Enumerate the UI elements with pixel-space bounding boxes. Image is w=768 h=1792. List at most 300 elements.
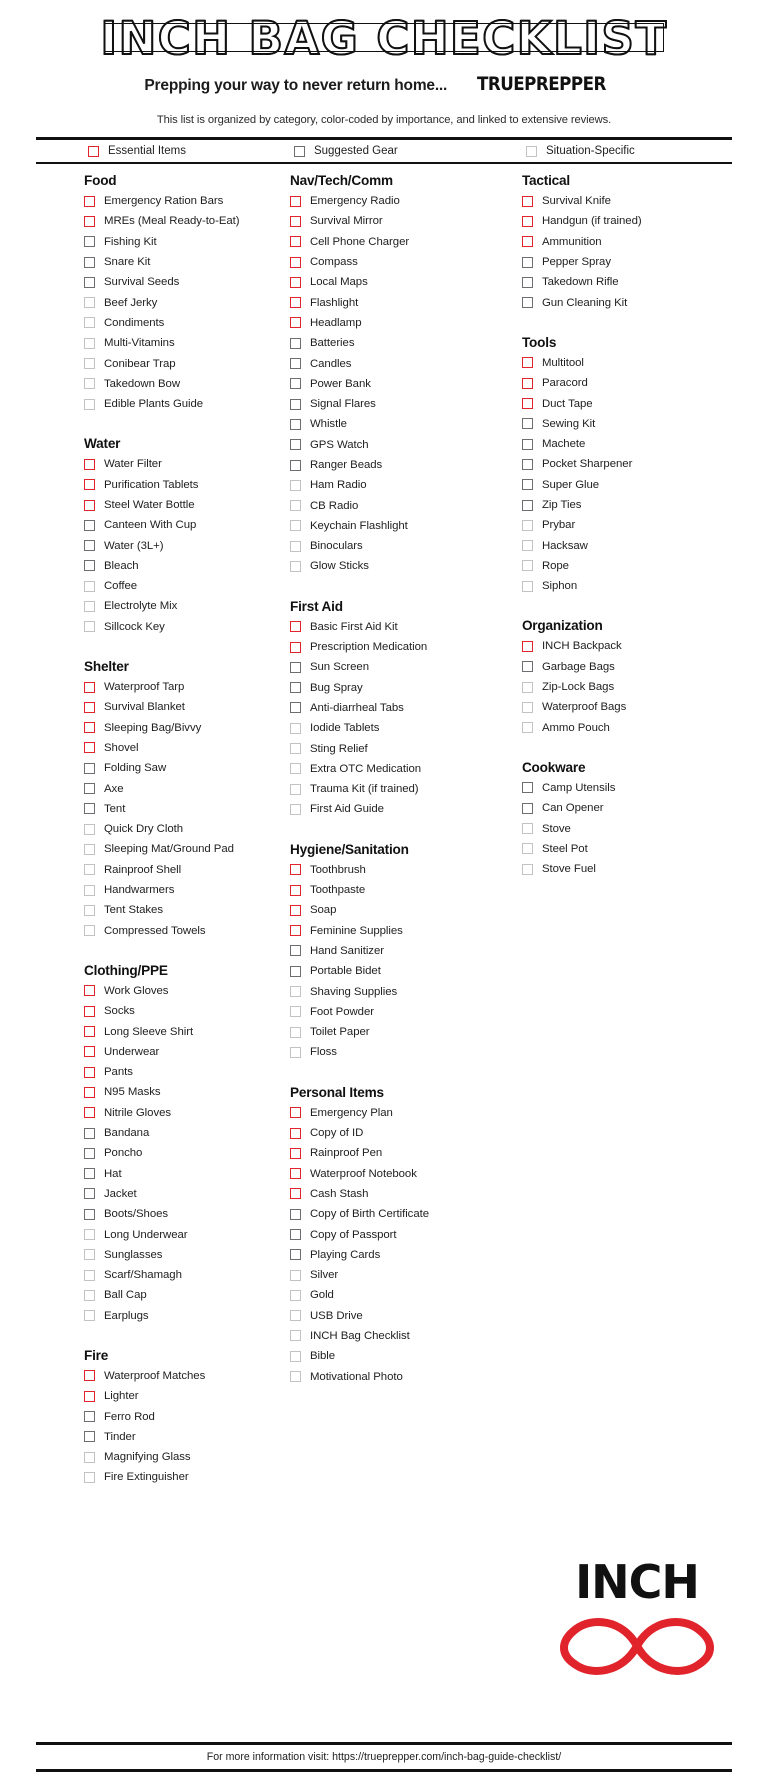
checklist-item[interactable] (84, 1427, 268, 1447)
checklist-item[interactable] (84, 799, 268, 819)
checkbox-icon[interactable] (84, 621, 95, 632)
checklist-item[interactable] (522, 535, 732, 555)
checkbox-icon[interactable] (84, 1270, 95, 1281)
category-title: Hygiene/Sanitation (289, 841, 409, 857)
checkbox-icon[interactable] (84, 1411, 95, 1422)
checklist-item[interactable] (84, 576, 268, 596)
checklist-item[interactable] (290, 252, 500, 272)
checklist-item[interactable] (290, 191, 500, 211)
checkbox-icon[interactable] (84, 1452, 95, 1463)
checklist-item[interactable] (522, 657, 732, 677)
checklist-item[interactable] (84, 556, 268, 576)
checkbox-icon[interactable] (290, 885, 301, 896)
checkbox-icon[interactable] (84, 702, 95, 713)
checkbox-icon[interactable] (84, 783, 95, 794)
checkbox-icon[interactable] (84, 925, 95, 936)
checklist-item[interactable] (290, 1285, 500, 1305)
checklist-item-label: Foot Powder (309, 1005, 374, 1018)
checkbox-icon[interactable] (84, 1107, 95, 1118)
checklist-item[interactable] (290, 860, 500, 880)
checkbox-icon[interactable] (290, 1168, 301, 1179)
checklist-item[interactable] (290, 1163, 500, 1183)
checkbox-icon[interactable] (290, 541, 301, 552)
checklist-item[interactable] (84, 819, 268, 839)
checklist-item[interactable] (84, 1366, 268, 1386)
checkbox-icon[interactable] (526, 146, 537, 157)
checklist-item[interactable] (290, 374, 500, 394)
checkbox-icon[interactable] (522, 216, 533, 227)
checklist-item[interactable] (522, 818, 732, 838)
checklist-item-label: Lighter (104, 1390, 139, 1403)
checklist-item[interactable] (84, 677, 268, 697)
checklist-item[interactable] (290, 921, 500, 941)
checkbox-icon[interactable] (84, 1006, 95, 1017)
checkbox-icon[interactable] (290, 662, 301, 673)
checklist-item[interactable] (84, 900, 268, 920)
checklist-item[interactable] (522, 859, 732, 879)
checkbox-icon[interactable] (84, 885, 95, 896)
checkbox-icon[interactable] (84, 1310, 95, 1321)
checklist-item[interactable] (290, 435, 500, 455)
checklist-item[interactable] (290, 313, 500, 333)
checklist-item[interactable] (522, 353, 732, 373)
checkbox-icon[interactable] (290, 1148, 301, 1159)
checklist-item[interactable] (290, 1042, 500, 1062)
checklist-item[interactable] (84, 1143, 268, 1163)
checkbox-icon[interactable] (84, 459, 95, 470)
checkbox-icon[interactable] (290, 317, 301, 328)
checkbox-icon[interactable] (84, 742, 95, 753)
checklist-item[interactable] (290, 900, 500, 920)
checklist-item[interactable] (290, 1184, 500, 1204)
checklist-item[interactable] (84, 1001, 268, 1021)
checkbox-icon[interactable] (290, 196, 301, 207)
checkbox-icon[interactable] (522, 418, 533, 429)
checklist-item[interactable] (290, 617, 500, 637)
checkbox-icon[interactable] (290, 1128, 301, 1139)
checklist-item[interactable] (84, 292, 268, 312)
checkbox-icon[interactable] (290, 399, 301, 410)
checklist-item[interactable] (84, 981, 268, 1001)
checklist-item[interactable] (290, 657, 500, 677)
checkbox-icon[interactable] (84, 824, 95, 835)
checkbox-icon[interactable] (290, 702, 301, 713)
checklist-item[interactable] (290, 1326, 500, 1346)
checklist-item[interactable] (290, 1123, 500, 1143)
checkbox-icon[interactable] (522, 560, 533, 571)
checklist-item[interactable] (290, 981, 500, 1001)
checkbox-icon[interactable] (290, 460, 301, 471)
checklist-item[interactable] (290, 718, 500, 738)
checklist-item[interactable] (290, 961, 500, 981)
checkbox-icon[interactable] (290, 642, 301, 653)
checkbox-icon[interactable] (84, 277, 95, 288)
checklist-item-label: Pepper Spray (541, 256, 611, 269)
checkbox-icon[interactable] (84, 905, 95, 916)
checklist-item[interactable] (84, 1062, 268, 1082)
checkbox-icon[interactable] (290, 966, 301, 977)
checkbox-icon[interactable] (522, 257, 533, 268)
checkbox-icon[interactable] (522, 682, 533, 693)
checklist-item[interactable] (522, 515, 732, 535)
checkbox-icon[interactable] (290, 763, 301, 774)
checkbox-icon[interactable] (290, 358, 301, 369)
checklist-item[interactable] (84, 353, 268, 373)
checklist-item[interactable] (522, 434, 732, 454)
checkbox-icon[interactable] (522, 540, 533, 551)
checklist-item[interactable] (290, 292, 500, 312)
checklist-item[interactable] (522, 576, 732, 596)
checklist-item[interactable] (290, 556, 500, 576)
checkbox-icon[interactable] (88, 146, 99, 157)
checklist-item[interactable] (522, 475, 732, 495)
checkbox-icon[interactable] (290, 1006, 301, 1017)
category-title: Nav/Tech/Comm (289, 173, 393, 188)
checklist-item[interactable] (290, 779, 500, 799)
checklist-item[interactable] (290, 1306, 500, 1326)
checklist-item[interactable] (290, 211, 500, 231)
checklist-item-label: Underwear (104, 1045, 160, 1058)
checkbox-icon[interactable] (84, 216, 95, 227)
checkbox-icon[interactable] (84, 864, 95, 875)
checkbox-icon[interactable] (290, 1188, 301, 1199)
category-title: Fire (84, 1347, 109, 1363)
checklist-item[interactable] (522, 414, 732, 434)
checkbox-icon[interactable] (290, 864, 301, 875)
checklist-item[interactable] (84, 272, 268, 292)
checkbox-icon[interactable] (84, 682, 95, 693)
checkbox-icon[interactable] (522, 398, 533, 409)
checklist-item[interactable] (290, 232, 500, 252)
checklist-item-label: Conibear Trap (104, 357, 176, 370)
checkbox-icon[interactable] (290, 561, 301, 572)
checkbox-icon[interactable] (290, 905, 301, 916)
checkbox-icon[interactable] (84, 1391, 95, 1402)
checklist-item[interactable] (522, 272, 732, 292)
checklist-item[interactable] (84, 880, 268, 900)
checkbox-icon[interactable] (290, 277, 301, 288)
checklist-item[interactable] (84, 495, 268, 515)
checkbox-icon[interactable] (84, 844, 95, 855)
checkbox-icon[interactable] (522, 581, 533, 592)
checklist-item[interactable] (290, 678, 500, 698)
checkbox-icon[interactable] (84, 500, 95, 511)
checklist-item[interactable] (84, 232, 268, 252)
checkbox-icon[interactable] (290, 1290, 301, 1301)
checklist-item[interactable] (84, 1184, 268, 1204)
checkbox-icon[interactable] (290, 520, 301, 531)
checklist-item[interactable] (84, 1467, 268, 1487)
checklist-item[interactable] (290, 637, 500, 657)
checkbox-icon[interactable] (84, 1067, 95, 1078)
checklist-item[interactable] (84, 211, 268, 231)
checklist-item-label: Playing Cards (309, 1248, 381, 1261)
checklist-item[interactable] (290, 698, 500, 718)
checklist-item[interactable] (84, 738, 268, 758)
checkbox-icon[interactable] (522, 479, 533, 490)
checklist-item[interactable] (522, 393, 732, 413)
checklist-item[interactable] (84, 535, 268, 555)
checkbox-icon[interactable] (84, 358, 95, 369)
checklist-item[interactable] (522, 454, 732, 474)
checklist-item[interactable] (290, 353, 500, 373)
checkbox-icon[interactable] (84, 560, 95, 571)
checklist-item[interactable] (84, 697, 268, 717)
checkbox-icon[interactable] (84, 722, 95, 733)
checkbox-icon[interactable] (290, 500, 301, 511)
checkbox-icon[interactable] (84, 1087, 95, 1098)
checklist-item[interactable] (290, 1143, 500, 1163)
checklist-item[interactable] (84, 1447, 268, 1467)
checkbox-icon[interactable] (522, 236, 533, 247)
checklist-item[interactable] (290, 1224, 500, 1244)
checklist-item[interactable] (290, 414, 500, 434)
checkbox-icon[interactable] (84, 1472, 95, 1483)
checklist-item-label: USB Drive (309, 1309, 363, 1322)
checkbox-icon[interactable] (522, 722, 533, 733)
checkbox-icon[interactable] (290, 1209, 301, 1220)
checkbox-icon[interactable] (290, 216, 301, 227)
checklist-item[interactable] (290, 1204, 500, 1224)
checkbox-icon[interactable] (522, 297, 533, 308)
checklist-item[interactable] (84, 1042, 268, 1062)
checkbox-icon[interactable] (84, 803, 95, 814)
checklist-item[interactable] (522, 232, 732, 252)
checklist-item[interactable] (290, 1346, 500, 1366)
checklist-item[interactable] (290, 394, 500, 414)
checklist-item[interactable] (290, 1103, 500, 1123)
checkbox-icon[interactable] (84, 317, 95, 328)
checklist-item[interactable] (84, 921, 268, 941)
checkbox-icon[interactable] (84, 1249, 95, 1260)
checklist-item[interactable] (84, 839, 268, 859)
checkbox-icon[interactable] (290, 925, 301, 936)
checkbox-icon[interactable] (522, 357, 533, 368)
checklist-item[interactable] (522, 798, 732, 818)
checklist-item[interactable] (84, 191, 268, 211)
checklist-item[interactable] (84, 252, 268, 272)
checkbox-icon[interactable] (84, 985, 95, 996)
checklist-item[interactable] (290, 536, 500, 556)
checklist-item[interactable] (84, 1224, 268, 1244)
checklist-item[interactable] (522, 778, 732, 798)
checkbox-icon[interactable] (84, 297, 95, 308)
checkbox-icon[interactable] (290, 784, 301, 795)
checklist-item[interactable] (84, 333, 268, 353)
checklist-item[interactable] (290, 941, 500, 961)
checkbox-icon[interactable] (84, 236, 95, 247)
checklist-item[interactable] (84, 1021, 268, 1041)
checklist-item-label: Toilet Paper (309, 1026, 370, 1039)
checklist-item[interactable] (290, 455, 500, 475)
checklist-item[interactable] (522, 191, 732, 211)
checkbox-icon[interactable] (290, 1249, 301, 1260)
checkbox-icon[interactable] (522, 500, 533, 511)
checkbox-icon[interactable] (522, 782, 533, 793)
checkbox-icon[interactable] (290, 1330, 301, 1341)
checkbox-icon[interactable] (84, 763, 95, 774)
checklist-item[interactable] (84, 1306, 268, 1326)
checkbox-icon[interactable] (290, 945, 301, 956)
checkbox-icon[interactable] (84, 1026, 95, 1037)
checkbox-icon[interactable] (290, 419, 301, 430)
checkbox-icon[interactable] (522, 459, 533, 470)
checklist-item[interactable] (290, 799, 500, 819)
category-personal-items (290, 1085, 500, 1387)
checklist-item-label: Sleeping Bag/Bivvy (104, 721, 202, 734)
checklist-item[interactable] (522, 292, 732, 312)
checklist-item[interactable] (84, 454, 268, 474)
checkbox-icon[interactable] (84, 1188, 95, 1199)
checkbox-icon[interactable] (290, 1047, 301, 1058)
checklist-item[interactable] (522, 252, 732, 272)
checkbox-icon[interactable] (290, 297, 301, 308)
checkbox-icon[interactable] (290, 743, 301, 754)
checklist-item-label: Cell Phone Charger (309, 235, 410, 248)
checklist-item[interactable] (84, 1103, 268, 1123)
checkbox-icon[interactable] (84, 1229, 95, 1240)
checklist-item[interactable] (522, 677, 732, 697)
checkbox-icon[interactable] (522, 864, 533, 875)
checkbox-icon[interactable] (84, 257, 95, 268)
checklist-item[interactable] (84, 617, 268, 637)
checklist-item[interactable] (290, 1265, 500, 1285)
checkbox-icon[interactable] (522, 702, 533, 713)
checklist-item[interactable] (84, 1406, 268, 1426)
checkbox-icon[interactable] (290, 1371, 301, 1382)
checkbox-icon[interactable] (84, 581, 95, 592)
checklist-item[interactable] (84, 313, 268, 333)
checklist-item[interactable] (290, 1002, 500, 1022)
checklist-item[interactable] (522, 697, 732, 717)
checklist-item[interactable] (84, 1386, 268, 1406)
checklist-item[interactable] (522, 839, 732, 859)
checklist-item[interactable] (84, 778, 268, 798)
checklist-item-label: Ball Cap (104, 1289, 147, 1302)
checklist-item[interactable] (290, 759, 500, 779)
checkbox-icon[interactable] (522, 843, 533, 854)
checklist-item[interactable] (290, 880, 500, 900)
checkbox-icon[interactable] (84, 1431, 95, 1442)
checklist-item[interactable] (84, 1285, 268, 1305)
checkbox-icon[interactable] (84, 1128, 95, 1139)
category-fire (84, 1348, 268, 1488)
checklist-item[interactable] (84, 1082, 268, 1102)
checkbox-icon[interactable] (84, 1148, 95, 1159)
checklist-item[interactable] (84, 1123, 268, 1143)
checkbox-icon[interactable] (522, 277, 533, 288)
checkbox-icon[interactable] (522, 803, 533, 814)
checkbox-icon[interactable] (290, 1027, 301, 1038)
checkbox-icon[interactable] (290, 439, 301, 450)
checkbox-icon[interactable] (290, 723, 301, 734)
checklist-item[interactable] (522, 373, 732, 393)
checkbox-icon[interactable] (522, 378, 533, 389)
checkbox-icon[interactable] (522, 196, 533, 207)
checklist-item[interactable] (84, 718, 268, 738)
checklist-item[interactable] (84, 1245, 268, 1265)
checkbox-icon[interactable] (84, 1046, 95, 1057)
checkbox-icon[interactable] (522, 439, 533, 450)
checkbox-icon[interactable] (84, 378, 95, 389)
checkbox-icon[interactable] (84, 1168, 95, 1179)
checkbox-icon[interactable] (84, 196, 95, 207)
checkbox-icon[interactable] (290, 1229, 301, 1240)
checklist-item[interactable] (290, 272, 500, 292)
checklist-item[interactable] (84, 596, 268, 616)
checklist-item-label: Survival Knife (541, 195, 611, 208)
checklist-item[interactable] (84, 374, 268, 394)
checkbox-icon[interactable] (290, 804, 301, 815)
checklist-item[interactable] (290, 475, 500, 495)
checklist-item[interactable] (290, 495, 500, 515)
checkbox-icon[interactable] (84, 479, 95, 490)
checkbox-icon[interactable] (290, 480, 301, 491)
checkbox-icon[interactable] (290, 378, 301, 389)
checkbox-icon[interactable] (84, 601, 95, 612)
checklist-item[interactable] (84, 394, 268, 414)
checkbox-icon[interactable] (290, 1351, 301, 1362)
checklist-item-label: Silver (309, 1269, 339, 1282)
checkbox-icon[interactable] (522, 661, 533, 672)
category-title: Water (84, 436, 121, 452)
checklist-item[interactable] (84, 475, 268, 495)
checkbox-icon[interactable] (290, 621, 301, 632)
checkbox-icon[interactable] (84, 1209, 95, 1220)
checklist-item[interactable] (84, 860, 268, 880)
checkbox-icon[interactable] (84, 1370, 95, 1381)
checkbox-icon[interactable] (522, 823, 533, 834)
checklist-item-label: Poncho (104, 1147, 143, 1160)
checkbox-icon[interactable] (84, 540, 95, 551)
checkbox-icon[interactable] (290, 236, 301, 247)
checklist-item[interactable] (84, 1265, 268, 1285)
checkbox-icon[interactable] (84, 1290, 95, 1301)
checkbox-icon[interactable] (290, 682, 301, 693)
checklist-item[interactable] (84, 1163, 268, 1183)
checkbox-icon[interactable] (290, 338, 301, 349)
checklist-item[interactable] (522, 495, 732, 515)
checklist-item[interactable] (84, 515, 268, 535)
checkbox-icon[interactable] (84, 399, 95, 410)
checkbox-icon[interactable] (290, 1107, 301, 1118)
checkbox-icon[interactable] (290, 257, 301, 268)
checklist-item[interactable] (84, 1204, 268, 1224)
checklist-item[interactable] (522, 718, 732, 738)
checklist-item-label: Zip Ties (541, 499, 582, 511)
checkbox-icon[interactable] (290, 1270, 301, 1281)
checklist-item-label: Ranger Beads (309, 459, 383, 471)
checkbox-icon[interactable] (290, 986, 301, 997)
checklist-item[interactable] (290, 1245, 500, 1265)
checklist-item[interactable] (290, 333, 500, 353)
checklist-item[interactable] (290, 516, 500, 536)
checkbox-icon[interactable] (84, 520, 95, 531)
checklist-item[interactable] (290, 738, 500, 758)
checklist-item[interactable] (522, 636, 732, 656)
checkbox-icon[interactable] (522, 520, 533, 531)
checklist-item[interactable] (522, 556, 732, 576)
checklist-item[interactable] (290, 1366, 500, 1386)
checklist-item[interactable] (522, 211, 732, 231)
checkbox-icon[interactable] (84, 338, 95, 349)
checklist-item-label: Socks (104, 1005, 135, 1018)
checkbox-icon[interactable] (522, 641, 533, 652)
checklist-item[interactable] (84, 758, 268, 778)
checklist-item[interactable] (290, 1022, 500, 1042)
checkbox-icon[interactable] (290, 1310, 301, 1321)
checkbox-icon[interactable] (294, 146, 305, 157)
